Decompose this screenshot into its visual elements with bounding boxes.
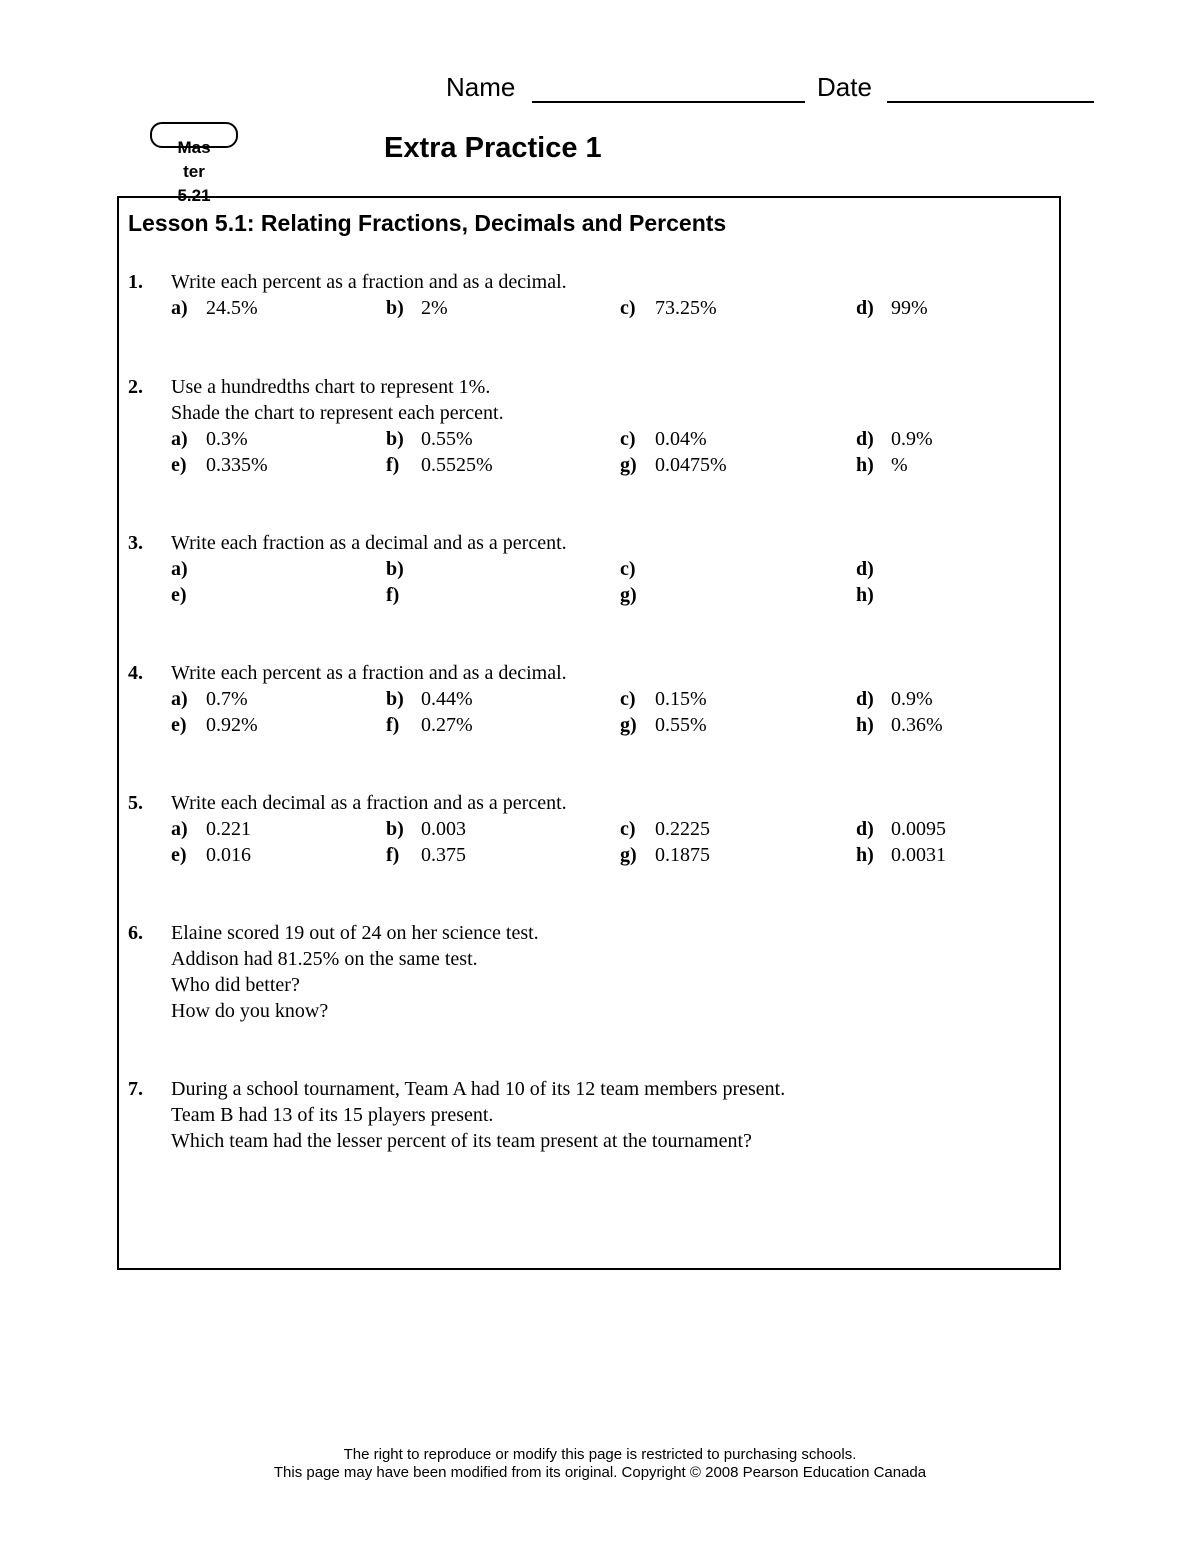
part-label: h) (856, 714, 874, 736)
question-part (856, 426, 933, 452)
question-part (171, 712, 258, 738)
part-label: a) (171, 297, 188, 319)
part-value: 0.04% (655, 428, 707, 450)
part-value: 0.27% (421, 714, 473, 736)
question-text: Addison had 81.25% on the same test. (171, 948, 478, 970)
part-label: d) (856, 818, 874, 840)
question-text: Shade the chart to represent each percent. (171, 402, 504, 424)
part-label: a) (171, 428, 188, 450)
part-value: 0.0031 (891, 844, 946, 866)
question-part (620, 452, 727, 478)
question-part (856, 686, 933, 712)
part-value: 0.44% (421, 688, 473, 710)
part-label: d) (856, 428, 874, 450)
part-label: b) (386, 818, 404, 840)
part-label: b) (386, 297, 404, 319)
part-label: h) (856, 584, 874, 606)
part-label: a) (171, 558, 188, 580)
part-value: % (891, 454, 908, 476)
part-label: h) (856, 454, 874, 476)
master-badge (150, 122, 238, 205)
question-part (856, 582, 891, 608)
question-number: 1. (128, 271, 143, 293)
part-label: g) (620, 454, 637, 476)
question-text: Use a hundredths chart to represent 1%. (171, 376, 491, 398)
name-label: Name (446, 72, 516, 102)
part-value: 0.36% (891, 714, 943, 736)
part-label: b) (386, 558, 404, 580)
question-number: 4. (128, 662, 143, 684)
part-value: 73.25% (655, 297, 717, 319)
part-label: d) (856, 688, 874, 710)
question-part (386, 842, 466, 868)
part-value: 0.003 (421, 818, 466, 840)
date-blank[interactable] (887, 101, 1094, 103)
part-value: 0.15% (655, 688, 707, 710)
part-label: f) (386, 714, 400, 736)
part-value: 0.55% (421, 428, 473, 450)
part-label: c) (620, 818, 636, 840)
part-value: 0.335% (206, 454, 268, 476)
part-label: e) (171, 454, 187, 476)
question-part (171, 842, 251, 868)
part-value: 0.5525% (421, 454, 493, 476)
question-part (171, 426, 248, 452)
question-part (620, 712, 707, 738)
question-part (620, 556, 655, 582)
part-value: 24.5% (206, 297, 258, 319)
part-label: e) (171, 714, 187, 736)
part-label: e) (171, 584, 187, 606)
question-part (620, 295, 717, 321)
part-value: 0.2225 (655, 818, 710, 840)
part-label: g) (620, 844, 637, 866)
page-title: Extra Practice 1 (384, 132, 602, 164)
question-part (856, 842, 946, 868)
question-part (171, 452, 268, 478)
part-value: 0.0475% (655, 454, 727, 476)
part-value: 0.1875 (655, 844, 710, 866)
badge-line-3: 5.21 (177, 186, 211, 205)
question-part (856, 816, 946, 842)
part-value: 0.7% (206, 688, 248, 710)
question-number: 6. (128, 922, 143, 944)
question-text: Write each percent as a fraction and as a decimal. (171, 662, 567, 684)
question-text: Which team had the lesser percent of its team present at the tournament? (171, 1130, 752, 1152)
lesson-title: Lesson 5.1: Relating Fractions, Decimals and Percents (128, 210, 727, 236)
part-value: 2% (421, 297, 448, 319)
badge-line-2: ter (183, 162, 205, 181)
part-value: 0.3% (206, 428, 248, 450)
question-part (171, 295, 258, 321)
question-part (386, 295, 448, 321)
question-part (386, 816, 466, 842)
part-label: g) (620, 714, 637, 736)
question-number: 2. (128, 376, 143, 398)
question-text: Write each decimal as a fraction and as a percent. (171, 792, 567, 814)
part-label: c) (620, 688, 636, 710)
question-part (386, 426, 473, 452)
part-label: a) (171, 688, 188, 710)
question-text: Who did better? (171, 974, 300, 996)
footer-line-1: The right to reproduce or modify this page is restricted to purchasing schools. (343, 1446, 857, 1463)
question-number: 5. (128, 792, 143, 814)
question-number: 7. (128, 1078, 143, 1100)
part-value: 0.9% (891, 428, 933, 450)
question-text: During a school tournament, Team A had 10 of its 12 team members present. (171, 1078, 786, 1100)
question-part (171, 556, 206, 582)
part-label: d) (856, 297, 874, 319)
part-value: 99% (891, 297, 928, 319)
question-part (386, 556, 421, 582)
question-part (386, 452, 493, 478)
part-label: d) (856, 558, 874, 580)
part-label: b) (386, 688, 404, 710)
part-value: 0.0095 (891, 818, 946, 840)
part-label: h) (856, 844, 874, 866)
question-part (856, 295, 928, 321)
part-value: 0.92% (206, 714, 258, 736)
footer-line-2: This page may have been modified from its original. Copyright © 2008 Pearson Education Canada (273, 1464, 927, 1481)
header (0, 68, 1200, 108)
question-part (620, 686, 707, 712)
question-part (856, 452, 908, 478)
badge-line-1: Mas (177, 138, 211, 157)
question-part (171, 816, 251, 842)
date-label: Date (817, 72, 872, 102)
name-blank[interactable] (532, 101, 805, 103)
question-part (620, 842, 710, 868)
part-label: c) (620, 428, 636, 450)
question-part (171, 686, 248, 712)
part-value: 0.55% (655, 714, 707, 736)
part-label: c) (620, 558, 636, 580)
part-label: f) (386, 844, 400, 866)
question-part (856, 556, 891, 582)
question-part (620, 426, 707, 452)
question-part (171, 582, 206, 608)
question-part (856, 712, 943, 738)
question-part (386, 582, 421, 608)
question-number: 3. (128, 532, 143, 554)
question-text: How do you know? (171, 1000, 329, 1022)
part-value: 0.016 (206, 844, 251, 866)
part-value: 0.221 (206, 818, 251, 840)
question-part (386, 712, 473, 738)
part-value: 0.9% (891, 688, 933, 710)
part-label: f) (386, 584, 400, 606)
part-label: a) (171, 818, 188, 840)
part-label: f) (386, 454, 400, 476)
question-text: Team B had 13 of its 15 players present. (171, 1104, 494, 1126)
question-text: Elaine scored 19 out of 24 on her science test. (171, 922, 539, 944)
question-text: Write each percent as a fraction and as a decimal. (171, 271, 567, 293)
question-part (386, 686, 473, 712)
question-part (620, 816, 710, 842)
part-label: e) (171, 844, 187, 866)
part-value: 0.375 (421, 844, 466, 866)
part-label: g) (620, 584, 637, 606)
footer (0, 1446, 1200, 1482)
part-label: b) (386, 428, 404, 450)
question-part (620, 582, 655, 608)
question-text: Write each fraction as a decimal and as a percent. (171, 532, 567, 554)
part-label: c) (620, 297, 636, 319)
